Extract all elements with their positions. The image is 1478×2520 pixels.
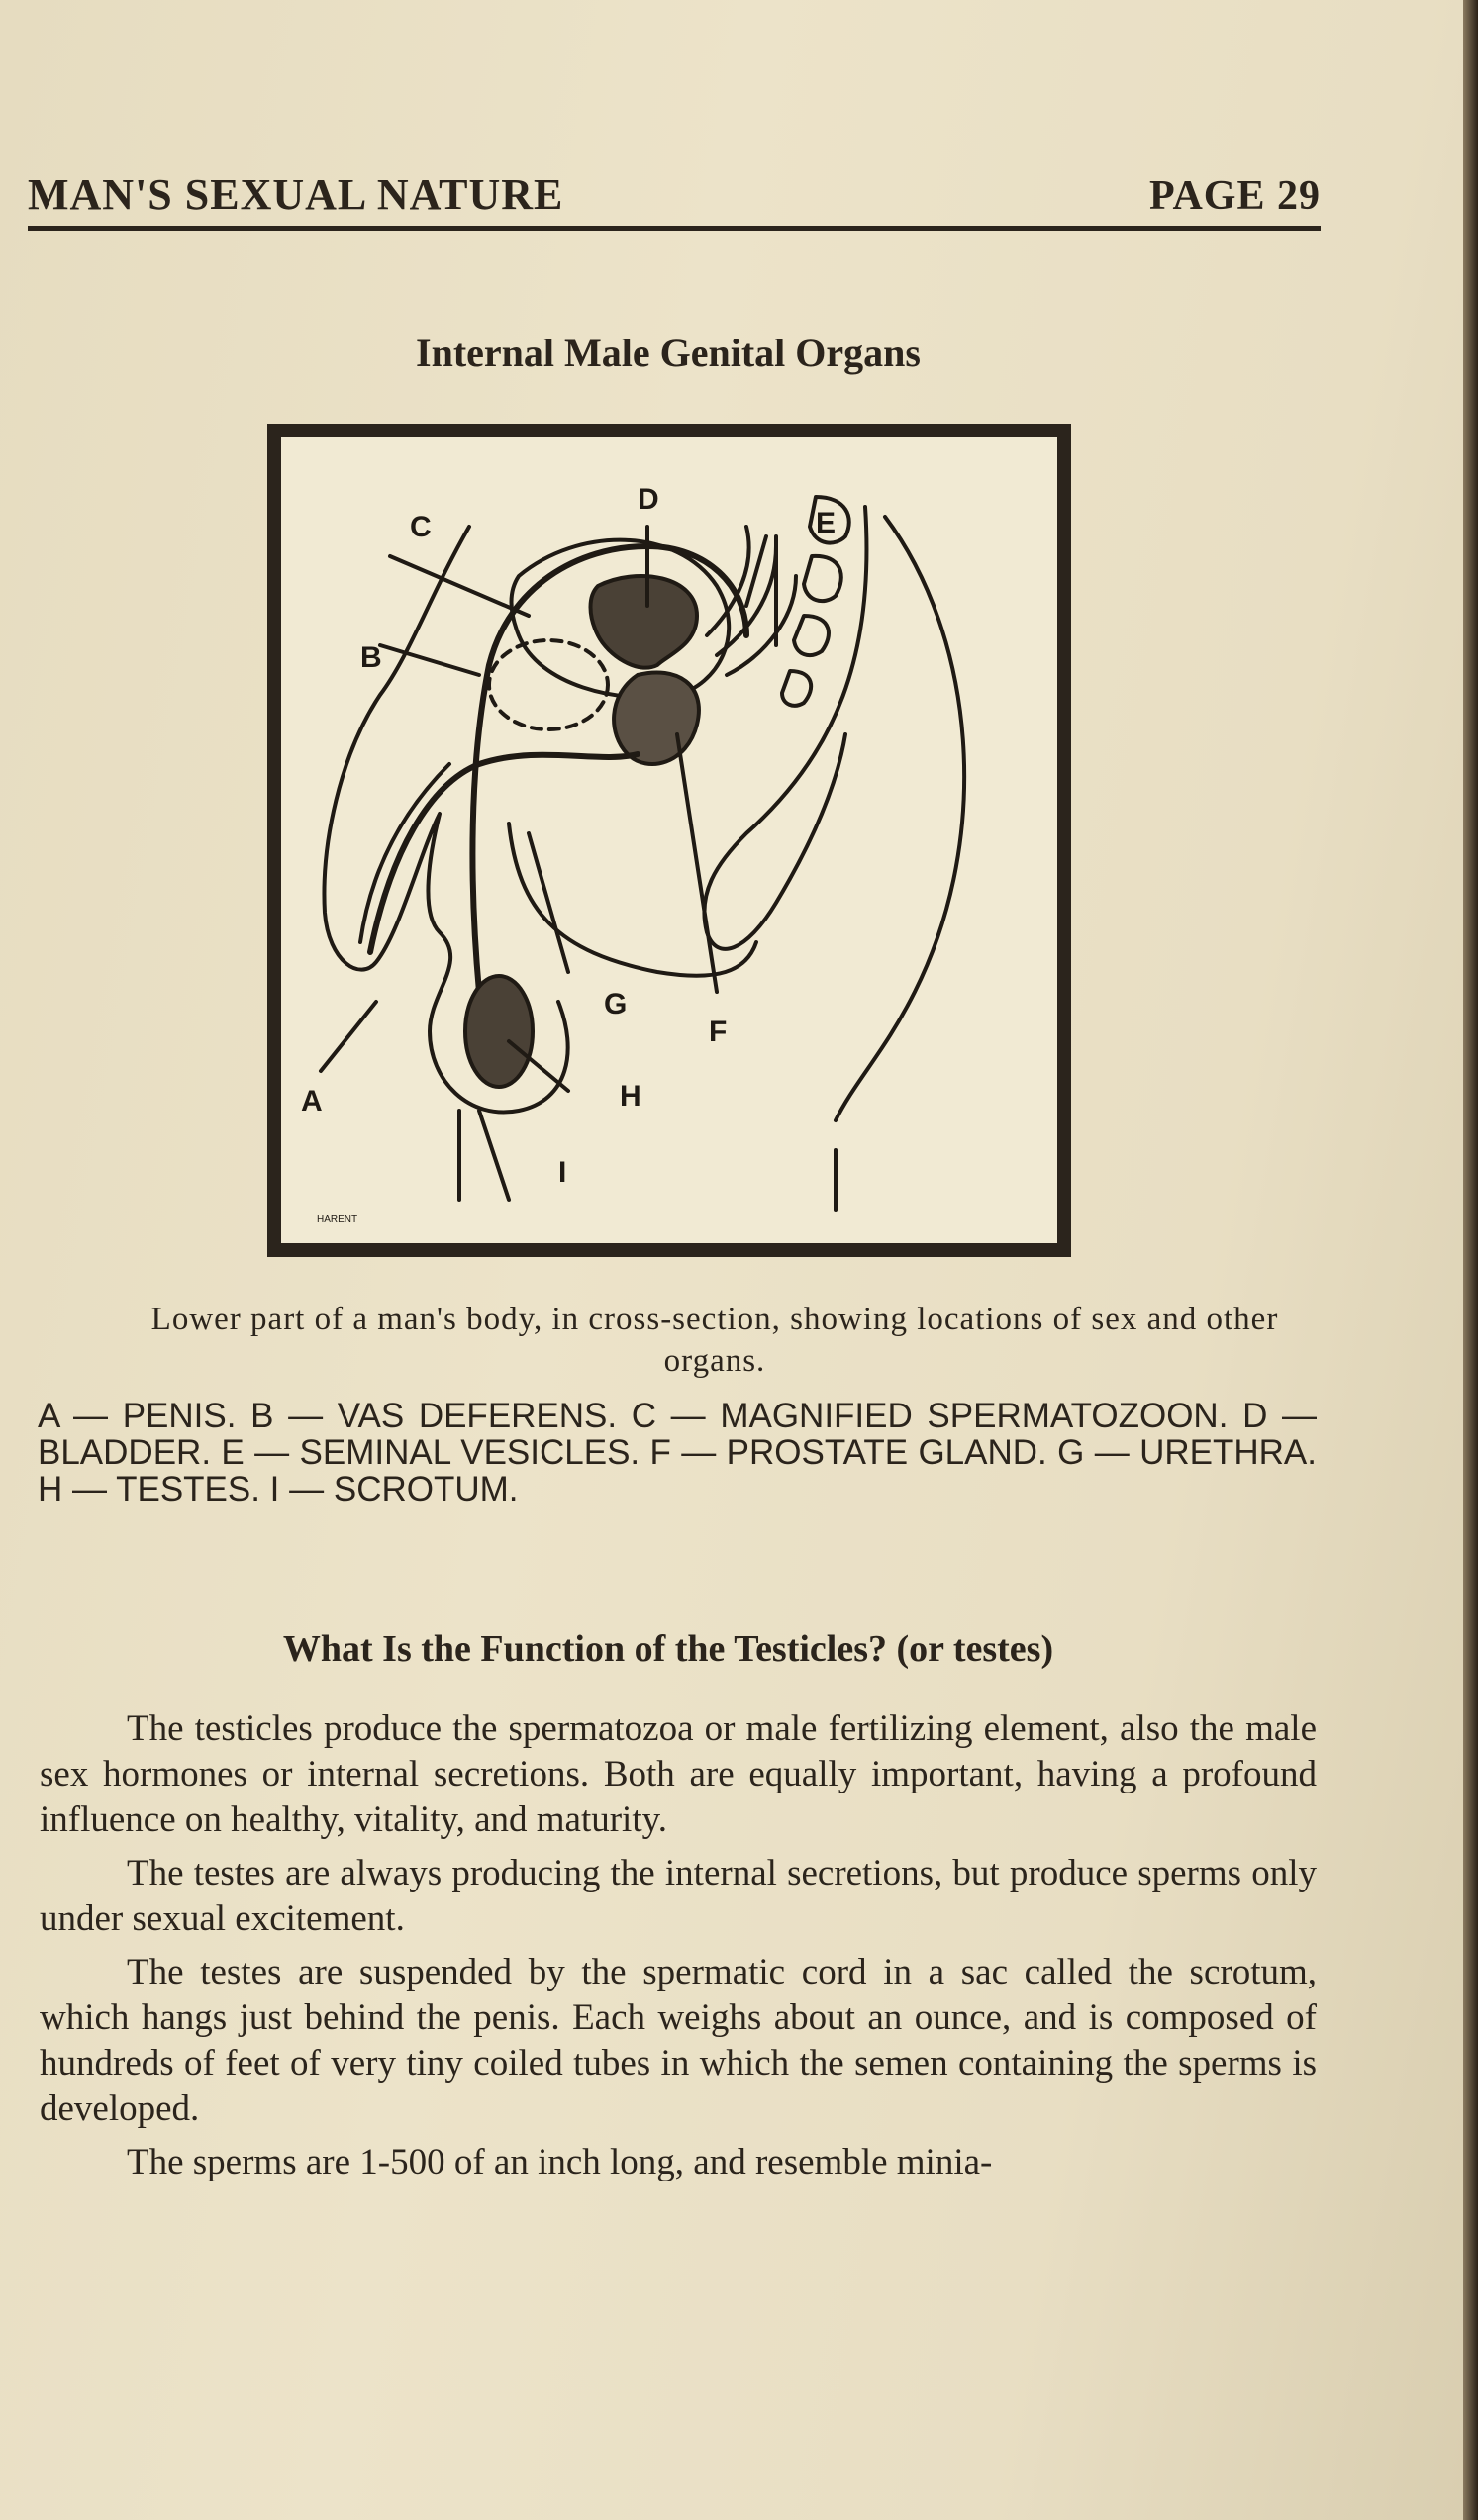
- artist-signature: HARENT: [317, 1214, 358, 1225]
- testis: [465, 976, 533, 1087]
- page-number: PAGE 29: [1148, 173, 1321, 219]
- label-d: D: [638, 483, 659, 516]
- urethra: [370, 754, 638, 952]
- label-c: C: [410, 511, 432, 543]
- cross-section-diagram: [281, 437, 1057, 1243]
- vertebra: [782, 671, 811, 706]
- penis-inner: [360, 764, 449, 942]
- seminal-vesicles: [707, 527, 796, 675]
- paragraph: The testicles produce the spermatozoa or male fertilizing element, also the male sex hormones or internal secretions. Both are equally important, having a profound influence on healthy, vitality, and maturity.: [40, 1708, 1317, 1840]
- spermatozoon: [489, 640, 608, 729]
- pointer-c: [390, 556, 529, 616]
- label-e: E: [816, 507, 837, 539]
- bladder: [591, 576, 698, 668]
- label-a: A: [301, 1085, 323, 1117]
- pointer-a: [321, 1002, 376, 1071]
- vertebra: [804, 556, 841, 601]
- label-b: B: [360, 641, 382, 674]
- book-edge: [1463, 0, 1478, 2520]
- label-f: F: [709, 1016, 728, 1048]
- figure-title: Internal Male Genital Organs: [416, 331, 921, 375]
- vertebra: [794, 616, 829, 655]
- pointer-e: [746, 536, 776, 645]
- pointer-i: [459, 1111, 509, 1200]
- running-head: MAN'S SEXUAL NATURE: [28, 170, 564, 219]
- body-text: [40, 1706, 1317, 2193]
- figure-key: A — PENIS. B — VAS DEFERENS. C — MAGNIFIED SPERMATOZOON. D — BLADDER. E — SEMINAL VESICLES. F — PROSTATE GLAND. G — URETHRA. H — TESTES. I — SCROTUM.: [38, 1397, 1317, 1508]
- pointer-f: [677, 734, 717, 992]
- paragraph: The testes are always producing the internal secretions, but produce sperms only under sexual excitement.: [40, 1853, 1317, 1939]
- paragraph: The sperms are 1-500 of an inch long, and resemble minia-: [127, 2142, 993, 2182]
- back-outline: [836, 517, 964, 1120]
- prostate: [614, 672, 699, 764]
- section-heading: What Is the Function of the Testicles? (or testes): [282, 1628, 1054, 1670]
- paragraph: The testes are suspended by the spermatic cord in a sac called the scrotum, which hangs just behind the penis. Each weighs about an ounce, and is composed of hundreds of feet of very tiny coiled tubes in which the semen containing the sperms is developed.: [40, 1952, 1317, 2129]
- anatomy-figure: [267, 424, 1071, 1257]
- figure-caption: Lower part of a man's body, in cross-section, showing locations of sex and other organs.: [150, 1302, 1279, 1379]
- page-header: [28, 170, 1321, 231]
- label-g: G: [604, 988, 628, 1020]
- label-i: I: [558, 1156, 567, 1189]
- label-h: H: [620, 1080, 641, 1113]
